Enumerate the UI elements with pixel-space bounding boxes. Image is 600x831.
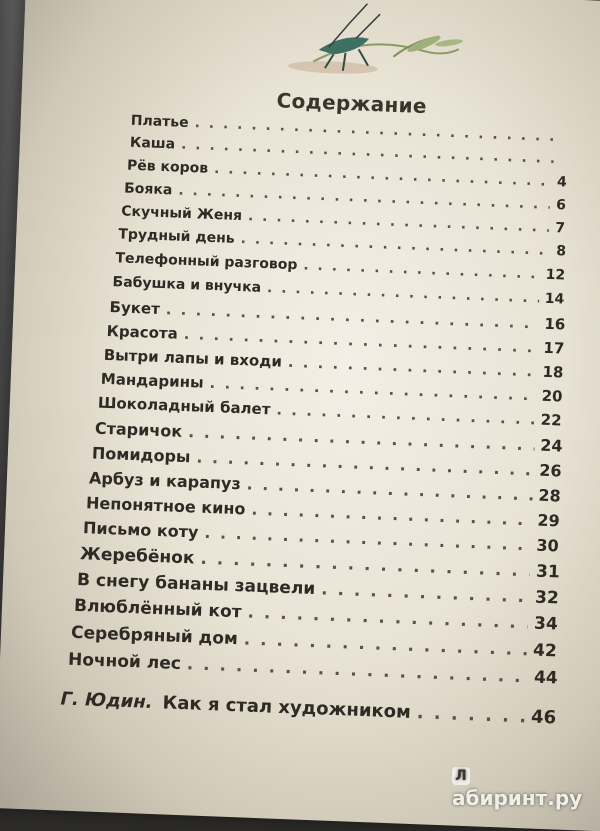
toc-entry-label: Каша (129, 134, 176, 153)
toc-leader-dots (247, 603, 528, 634)
toc-entry-page: 17 (543, 338, 565, 358)
toc-leader-dots (303, 257, 540, 282)
toc-entry-page: 14 (544, 290, 565, 308)
toc-entry-label: Шоколадный балет (97, 393, 271, 419)
toc-leader-dots (251, 500, 532, 530)
toc-entry-page: 30 (536, 535, 560, 556)
toc-leader-dots (416, 702, 525, 727)
toc-leader-dots (186, 654, 528, 687)
toc-entry-page: 8 (556, 243, 567, 260)
toc-entry-page: 22 (540, 410, 562, 430)
toc-entry-page: 31 (535, 561, 561, 583)
toc-leader-dots (204, 523, 531, 555)
labirint-logo-icon: Л (452, 767, 470, 785)
toc-entry-label: Рёв коров (126, 157, 209, 177)
toc-title: Содержание (276, 88, 428, 119)
toc-entry-label: Скучный Женя (120, 203, 243, 225)
toc-entry-page: 46 (530, 706, 557, 729)
toc-entry-label: Красота (106, 321, 179, 343)
toc-leader-dots (246, 474, 532, 504)
toc-entry-page: 44 (533, 667, 559, 689)
labirint-watermark (452, 762, 600, 810)
toc-entry-page: 20 (541, 386, 563, 406)
toc-entry-page: 16 (544, 314, 566, 334)
toc-entry-label: Мандарины (100, 369, 204, 392)
toc-entry-label: Серебряный дом (70, 622, 239, 650)
toc-author: Г. Юдин. (60, 688, 154, 713)
toc-entry-label: Помидоры (91, 443, 191, 467)
toc-entry-page: 28 (538, 485, 562, 506)
toc-entry-page: 26 (539, 460, 563, 481)
toc-entry-label: Жеребёнок (79, 544, 195, 569)
toc-entry-label: Бояка (123, 180, 173, 199)
toc-leader-dots (276, 401, 535, 429)
toc-entry-page: 4 (556, 174, 568, 191)
toc-entry-label: Букет (109, 298, 161, 318)
toc-leader-dots (248, 208, 550, 236)
watermark-text: абиринт.ру (452, 786, 583, 810)
toc-entry-label: Трудный день (118, 226, 235, 247)
toc-entry-label: Телефонный разговор (115, 250, 298, 274)
toc-leader-dots (321, 579, 530, 607)
toc-leader-dots (243, 629, 527, 660)
toc-leader-dots (240, 231, 550, 259)
toc-entry-page: 7 (554, 220, 566, 237)
toc-entry-page: 34 (533, 613, 559, 635)
toc-entry-label: Письмо коту (82, 518, 199, 542)
toc-entry-label: Как я стал художником (162, 692, 412, 723)
toc-entry-label: Вытри лапы и входи (103, 345, 283, 371)
toc-entry-page: 42 (532, 640, 558, 662)
toc-entry-label: Арбуз и карапуз (88, 468, 242, 494)
toc-entry-label: В снегу бананы зацвели (76, 570, 316, 600)
toc-entry-label: Непонятное кино (85, 493, 246, 519)
toc-entry-label: Бабушка и внучка (112, 274, 262, 296)
toc-entry-page: 6 (555, 197, 567, 214)
toc-entry-page: 24 (539, 435, 563, 456)
toc-leader-dots (288, 353, 537, 381)
toc-leader-dots (267, 280, 539, 306)
toc-entry-page: 12 (545, 266, 566, 284)
toc-entry-page: 29 (537, 510, 561, 531)
toc-entry-label: Влюблённый кот (73, 595, 242, 623)
toc-entry-label: Платье (130, 112, 189, 131)
toc-entry-label: Старичок (94, 418, 183, 441)
toc-entry-label: Ночной лес (67, 649, 182, 675)
toc-entry-page: 18 (542, 362, 564, 382)
toc-entry-author[interactable] (60, 688, 556, 728)
toc-entry-page: 32 (534, 587, 560, 609)
